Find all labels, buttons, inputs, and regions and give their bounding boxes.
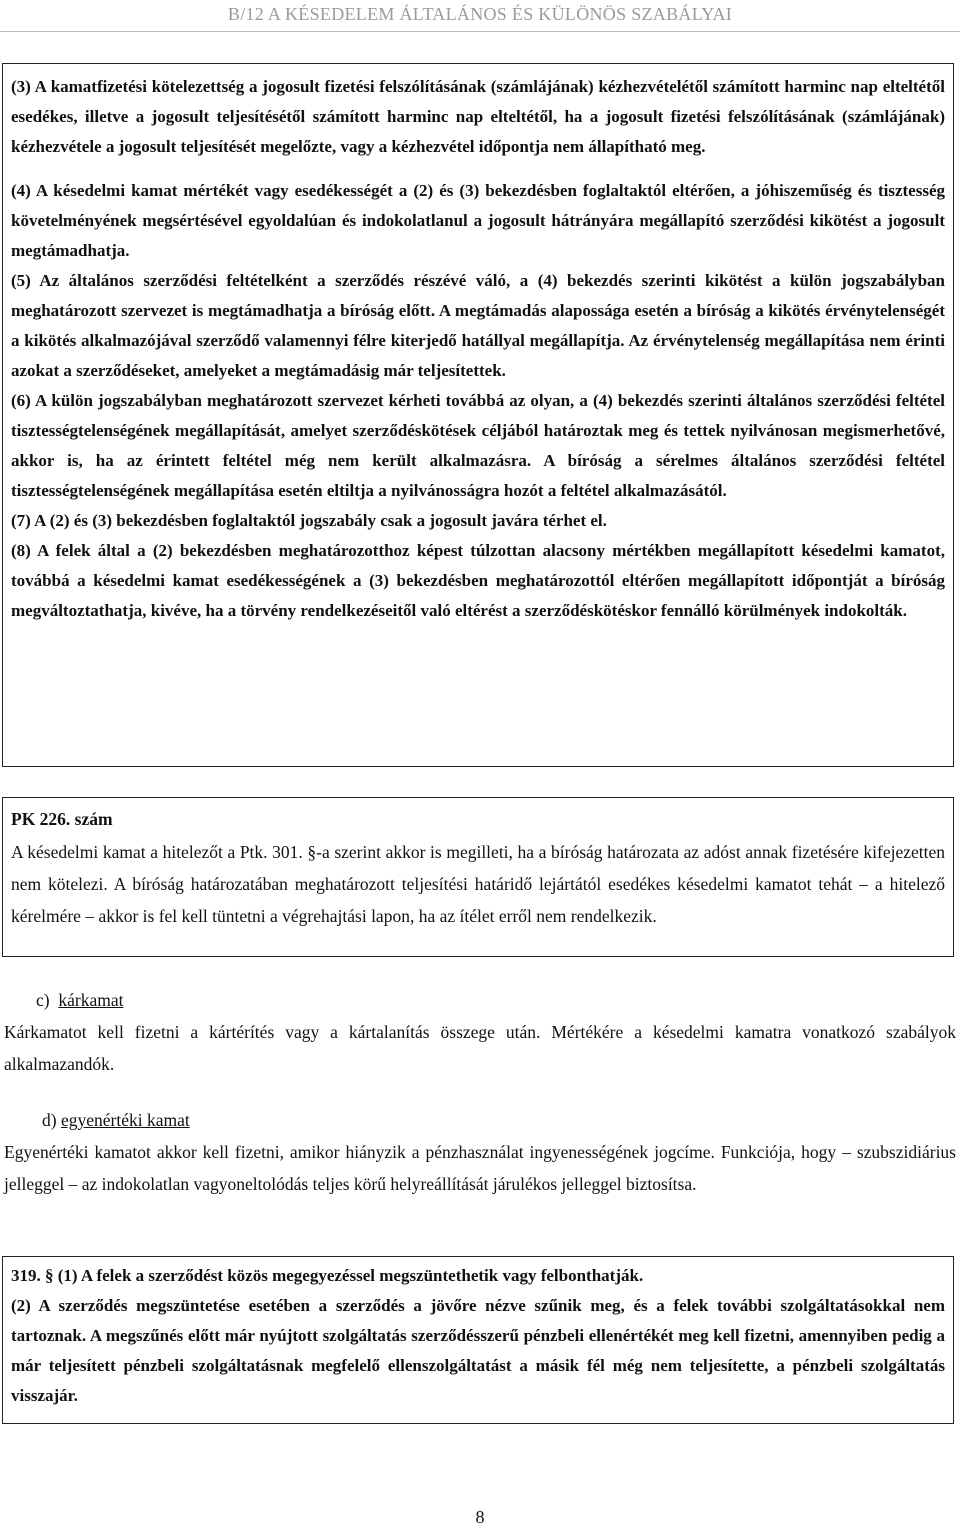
paragraph-7: (7) A (2) és (3) bekezdésben foglaltaktól jogszabály csak a jogosult javára térhet el.: [11, 511, 607, 530]
statute-box-319: [2, 1256, 954, 1424]
section-body: Kárkamatot kell fizetni a kártérítés vagy a kártalanítás összege után. Mértékére a késedelmi kamatra vonatkozó szabályok alkalmazandók.: [4, 1022, 956, 1074]
paragraph-8: (8) A felek által a (2) bekezdésben meghatározotthoz képest túlzottan alacsony mértékben megállapított késedelmi kamatot, továbbá a késedelmi kamat esedékességének a (3) bekezdésben meghatározottól eltérően megállapított időpontját a bíróság megváltoztathatja, kivéve, ha a törvény rendelkezéseitől való eltérést a szerződéskötéskor fennálló körülmények indokolták.: [11, 541, 945, 620]
running-header: B/12 A KÉSEDELEM ÁLTALÁNOS ÉS KÜLÖNÖS SZABÁLYAI: [227, 4, 733, 24]
header-divider: [0, 31, 960, 32]
paragraph-319-1: 319. § (1) A felek a szerződést közös megegyezéssel megszüntethetik vagy felbonthatják.: [11, 1266, 644, 1285]
section-prefix: c): [36, 990, 50, 1010]
paragraph-3: (3) A kamatfizetési kötelezettség a jogosult fizetési felszólításának (számlájának) kézhezvételétől számított harminc nap elteltétől esedékes, illetve a jogosult teljesítésétől számított harminc nap elteltétől, ha a jogosult fizetési felszólításának (számlájának) kézhezvétele a jogosult teljesítését megelőzte, vagy a kézhezvétel időpontja nem állapítható meg.: [11, 77, 945, 156]
pk-226-title: PK 226. szám: [11, 809, 113, 829]
section-title: egyenértéki kamat: [60, 1110, 190, 1130]
section-prefix: d): [42, 1110, 57, 1130]
pk-226-box: [2, 797, 954, 957]
section-body: Egyenértéki kamatot akkor kell fizetni, amikor hiányzik a pénzhasználat ingyenességének jogcíme. Funkciója, hogy – szubszidiárius jelleggel – az indokolatlan vagyoneltolódás teljes körű helyreállítását járulékos jelleggel biztosítsa.: [4, 1142, 956, 1194]
paragraph-319-2: (2) A szerződés megszüntetése esetében a szerződés a jövőre nézve szűnik meg, és a felek további szolgáltatásokkal nem tartoznak. A megszűnés előtt már nyújtott szolgáltatás szerződésszerű pénzbeli ellenértékét meg kell fizetni, amennyiben pedig a már teljesített pénzbeli szolgáltatásnak megfelelő ellenszolgáltatást a másik fél még nem teljesítette, a pénzbeli szolgáltatás visszajár.: [11, 1296, 945, 1405]
section-heading: [0, 984, 960, 1016]
paragraph-4: (4) A késedelmi kamat mértékét vagy esedékességét a (2) és (3) bekezdésben foglaltaktól eltérően, a jóhiszeműség és tisztesség követelményének megsértésével egyoldalúan és indokolatlanul a jogosult hátrányára megállapító szerződési kikötést a jogosult megtámadhatja.: [11, 181, 945, 260]
section-karkamat: [0, 984, 960, 1080]
section-heading: [0, 1104, 960, 1136]
section-title: kárkamat: [58, 990, 124, 1010]
pk-226-body: A késedelmi kamat a hitelezőt a Ptk. 301. §-a szerint akkor is megilleti, ha a bíróság határozata az adóst annak fizetésére kifejezetten nem kötelezi. A bíróság határozatában meghatározott teljesítési határidő lejártától esedékes késedelmi kamatot tehát – a hitelező kérelmére – akkor is fel kell tüntetni a végrehajtási lapon, ha az ítélet erről nem rendelkezik.: [11, 842, 945, 926]
paragraph-5: (5) Az általános szerződési feltételként a szerződés részévé váló, a (4) bekezdés szerinti kikötést a külön jogszabályban meghatározott szervezet is megtámadhatja a bíróság előtt. A megtámadás alapossága esetén a bíróság a kikötés érvénytelenségét a kikötés alkalmazójával szerződő valamennyi félre kiterjedő hatállyal megállapítja. Az érvénytelenség megállapítása nem érinti azokat a szerződéseket, amelyeket a megtámadásig már teljesítettek.: [11, 271, 945, 380]
page-number: 8: [475, 1507, 485, 1527]
section-egyenerteki-kamat: [0, 1104, 960, 1200]
paragraph-6: (6) A külön jogszabályban meghatározott szervezet kérheti továbbá az olyan, a (4) bekezdés szerinti általános szerződési feltétel tisztességtelenségének megállapítását, amelyet szerződéskötések céljából határoztak meg és tettek nyilvánosan megismerhetővé, akkor is, ha az érintett feltétel még nem került alkalmazásra. A bíróság a sérelmes általános szerződési feltétel tisztességtelenségének megállapítása esetén eltiltja a nyilvánosságra hozót a feltétel alkalmazásától.: [11, 391, 945, 500]
statute-box-kesedelmi-kamat: [2, 63, 954, 767]
